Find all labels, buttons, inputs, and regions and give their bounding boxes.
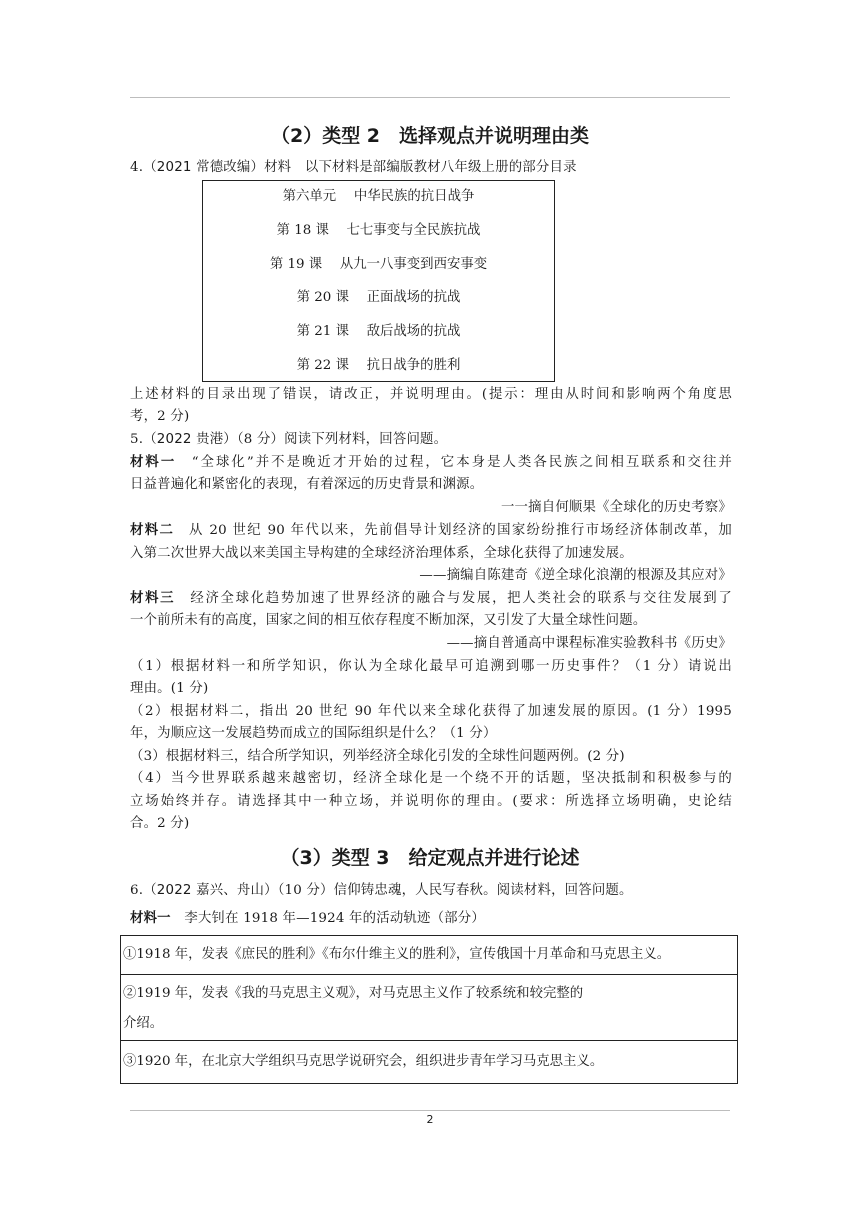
q6-number: 6. [130,883,144,898]
toc-lesson-21: 第 21 课 敌后战场的抗战 [296,324,461,339]
toc-lesson-20: 第 20 课 正面战场的抗战 [296,290,461,305]
q4-question-line-2: 考，2 分) [130,409,190,424]
q4-material-label: 材料 [264,160,292,175]
q6-material-1-label: 材料一 [130,911,171,926]
q5-material-1-text: “全球化”并不是晚近才开始的过程，它本身是人类各民族之间相互联系和交往并 [176,455,732,470]
q6-material-1-text: 李大钊在 1918 年—1924 年的活动轨迹（部分） [170,911,485,926]
toc-lesson-19: 第 19 课 从九一八事变到西安事变 [269,257,488,272]
q5-material-2-text: 从 20 世纪 90 年代以来，先前倡导计划经济的国家纷纷推行市场经济体制改革，加 [174,523,732,538]
q6-intro-text: （10 分）信仰铸忠魂，人民写春秋。阅读材料，回答问题。 [277,883,633,898]
q5-material-1-line-2: 日益普遍化和紧密化的表现，有着深远的历史背景和渊源。 [130,477,484,492]
q5-source: （2022 贵港） [143,432,237,447]
footer-rule [130,1110,730,1111]
q5-material-3-line-1 [130,588,732,610]
q5-subq1-line-2: 理由。(1 分) [130,681,209,696]
q5-material-2-label: 材料二 [130,523,175,538]
section-heading-type3: （3）类型 3 给定观点并进行论述 [280,847,580,869]
section-heading-type2: （2）类型 2 选择观点并说明理由类 [270,125,590,147]
q6-material-1 [130,908,732,930]
page-number: 2 [426,1113,434,1126]
q5-material-1-label: 材料一 [130,455,177,470]
q5-material-1-citation: 一一摘自何顺果《全球化的历史考察》 [500,500,732,515]
q5-subq2-line-1: （2）根据材料二，指出 20 世纪 90 年代以来全球化获得了加速发展的原因。(1 分）1995 [130,704,732,719]
q5-subq3: （3）根据材料三，结合所学知识，列举经济全球化引发的全球性问题两例。(2 分) [130,749,625,764]
q4-number: 4. [130,160,144,175]
q5-number: 5. [130,432,144,447]
q5-subq1-line-1: （1）根据材料一和所学知识，你认为全球化最早可追溯到哪一历史事件？（1 分）请说出 [130,659,732,674]
q5-material-2-line-1 [130,520,732,542]
q5-material-3-text: 经济全球化趋势加速了世界经济的融合与发展，把人类社会的联系与交往发展到了 [175,591,732,606]
table-row: ①1918 年，发表《庶民的胜利》《布尔什维主义的胜利》，宣传俄国十月革命和马克思主义。 [123,947,671,962]
q4-source: （2021 常德改编） [143,160,265,175]
activity-table [120,935,738,1084]
q5-subq4-line-1: （4）当今世界联系越来越密切，经济全球化是一个绕不开的话题，坚决抵制和积极参与的 [130,771,732,786]
q5-subq4-line-2: 立场始终并存。请选择其中一种立场，并说明你的理由。(要求：所选择立场明确，史论结 [130,794,732,809]
q6-intro [130,880,732,902]
toc-lesson-22: 第 22 课 抗日战争的胜利 [296,358,461,373]
q5-material-3-citation: ——摘自普通高中课程标准实验教科书《历史》 [446,636,732,651]
toc-lesson-18: 第 18 课 七七事变与全民族抗战 [276,223,481,238]
q4-intro-text: 以下材料是部编版教材八年级上册的部分目录 [291,160,577,175]
table-row: ③1920 年，在北京大学组织马克思学说研究会，组织进步青年学习马克思主义。 [121,1040,737,1083]
q5-intro-text: （8 分）阅读下列材料，回答问题。 [236,432,448,447]
q5-material-2-citation: ——摘编自陈建奇《逆全球化浪潮的根源及其应对》 [419,568,732,583]
q6-source: （2022 嘉兴、舟山） [143,883,278,898]
q5-intro [130,429,732,451]
q4-question-line-1: 上述材料的目录出现了错误，请改正，并说明理由。(提示：理由从时间和影响两个角度思 [130,387,732,402]
table-row-line-1: ②1919 年，发表《我的马克思主义观》，对马克思主义作了较系统和较完整的 [123,986,584,1001]
header-rule [130,97,730,98]
toc-box [202,180,555,382]
toc-unit: 第六单元 中华民族的抗日战争 [282,189,475,204]
q5-subq2-line-2: 年，为顺应这一发展趋势而成立的国际组织是什么？（1 分） [130,726,497,741]
q5-material-3-line-2: 一个前所未有的高度，国家之间的相互依存程度不断加深，又引发了大量全球性问题。 [130,613,647,628]
q4-intro [130,157,732,179]
q5-material-3-label: 材料三 [130,591,176,606]
q5-material-2-line-2: 入第二次世界大战以来美国主导构建的全球经济治理体系，全球化获得了加速发展。 [130,546,633,561]
q5-subq4-line-3: 合。2 分) [130,816,190,831]
table-row-line-2: 介绍。 [123,1016,164,1031]
table-row [121,974,737,1040]
q5-material-1-line-1 [130,452,732,474]
